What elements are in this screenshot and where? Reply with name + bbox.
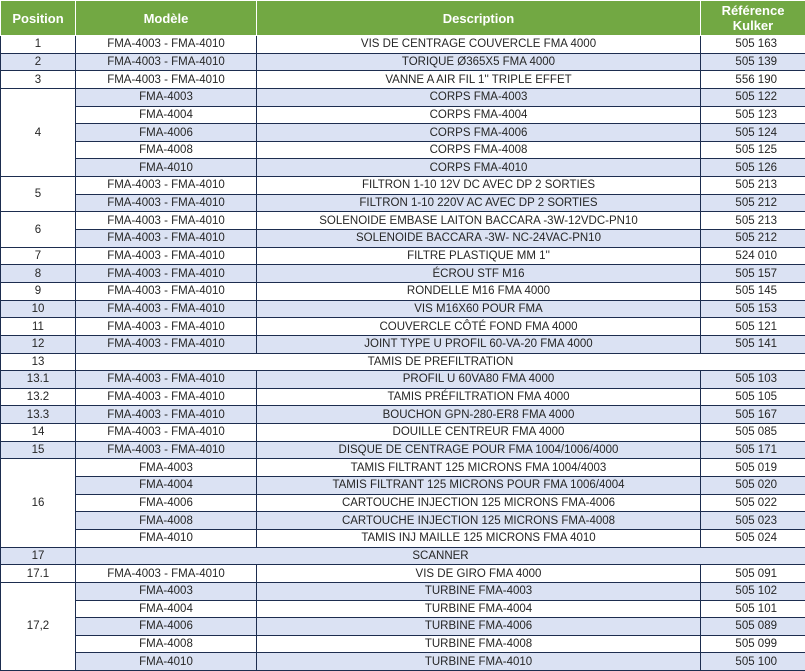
section-row [1, 547, 805, 565]
modele-cell: FMA-4003 - FMA-4010 [76, 441, 257, 459]
table-row [1, 177, 805, 195]
description-cell: JOINT TYPE U PROFIL 60-VA-20 FMA 4000 [257, 335, 701, 353]
description-cell: PROFIL U 60VA80 FMA 4000 [257, 371, 701, 389]
position-cell: 16 [1, 459, 76, 547]
modele-cell: FMA-4003 - FMA-4010 [76, 71, 257, 89]
table-row [1, 300, 805, 318]
modele-cell: FMA-4008 [76, 512, 257, 530]
description-cell: CORPS FMA-4010 [257, 159, 701, 177]
reference-cell: 505 099 [701, 635, 805, 653]
reference-cell: 505 089 [701, 618, 805, 636]
description-cell: VIS DE GIRO FMA 4000 [257, 565, 701, 583]
reference-cell: 556 190 [701, 71, 805, 89]
description-cell: TAMIS INJ MAILLE 125 MICRONS FMA 4010 [257, 529, 701, 547]
table-row [1, 88, 805, 106]
header-modele: Modèle [76, 1, 257, 36]
table-row [1, 318, 805, 336]
modele-cell: FMA-4003 - FMA-4010 [76, 282, 257, 300]
table-row [1, 265, 805, 283]
position-cell: 5 [1, 177, 76, 212]
description-cell: CORPS FMA-4004 [257, 106, 701, 124]
modele-cell: FMA-4003 - FMA-4010 [76, 265, 257, 283]
modele-cell: FMA-4010 [76, 529, 257, 547]
table-row [1, 477, 805, 495]
description-cell: TORIQUE Ø365X5 FMA 4000 [257, 53, 701, 71]
table-row [1, 512, 805, 530]
section-title-cell: TAMIS DE PREFILTRATION [76, 353, 805, 371]
reference-cell: 505 024 [701, 529, 805, 547]
reference-cell: 524 010 [701, 247, 805, 265]
table-row [1, 424, 805, 442]
description-cell: TURBINE FMA-4006 [257, 618, 701, 636]
description-cell: TURBINE FMA-4008 [257, 635, 701, 653]
description-cell: COUVERCLE CÔTÉ FOND FMA 4000 [257, 318, 701, 336]
table-row [1, 159, 805, 177]
modele-cell: FMA-4003 - FMA-4010 [76, 565, 257, 583]
table-header-row [1, 1, 805, 36]
reference-cell: 505 213 [701, 177, 805, 195]
modele-cell: FMA-4006 [76, 618, 257, 636]
header-description: Description [257, 1, 701, 36]
reference-cell: 505 085 [701, 424, 805, 442]
modele-cell: FMA-4008 [76, 141, 257, 159]
table-row [1, 459, 805, 477]
reference-cell: 505 101 [701, 600, 805, 618]
description-cell: SOLENOIDE EMBASE LAITON BACCARA -3W-12VDC-PN10 [257, 212, 701, 230]
description-cell: TURBINE FMA-4003 [257, 582, 701, 600]
table-row [1, 194, 805, 212]
modele-cell: FMA-4003 - FMA-4010 [76, 318, 257, 336]
modele-cell: FMA-4003 [76, 88, 257, 106]
modele-cell: FMA-4004 [76, 600, 257, 618]
table-row [1, 388, 805, 406]
table-row [1, 282, 805, 300]
description-cell: CORPS FMA-4003 [257, 88, 701, 106]
position-cell: 14 [1, 424, 76, 442]
modele-cell: FMA-4004 [76, 477, 257, 495]
reference-cell: 505 100 [701, 653, 805, 671]
header-reference-line1: Référence [721, 3, 785, 18]
modele-cell: FMA-4004 [76, 106, 257, 124]
table-row [1, 71, 805, 89]
reference-cell: 505 212 [701, 194, 805, 212]
position-cell: 17 [1, 547, 76, 565]
reference-cell: 505 145 [701, 282, 805, 300]
modele-cell: FMA-4006 [76, 124, 257, 142]
description-cell: CORPS FMA-4006 [257, 124, 701, 142]
description-cell: DOUILLE CENTREUR FMA 4000 [257, 424, 701, 442]
position-cell: 9 [1, 282, 76, 300]
position-cell: 8 [1, 265, 76, 283]
reference-cell: 505 019 [701, 459, 805, 477]
position-cell: 13 [1, 353, 76, 371]
description-cell: FILTRON 1-10 12V DC AVEC DP 2 SORTIES [257, 177, 701, 195]
reference-cell: 505 153 [701, 300, 805, 318]
table-row [1, 494, 805, 512]
table-row [1, 406, 805, 424]
description-cell: TAMIS PRÉFILTRATION FMA 4000 [257, 388, 701, 406]
table-row [1, 635, 805, 653]
position-cell: 17,2 [1, 582, 76, 670]
modele-cell: FMA-4003 - FMA-4010 [76, 230, 257, 248]
table-row [1, 441, 805, 459]
position-cell: 7 [1, 247, 76, 265]
modele-cell: FMA-4003 [76, 582, 257, 600]
table-row [1, 582, 805, 600]
modele-cell: FMA-4003 - FMA-4010 [76, 53, 257, 71]
position-cell: 10 [1, 300, 76, 318]
header-reference [701, 1, 805, 36]
modele-cell: FMA-4008 [76, 635, 257, 653]
description-cell: CARTOUCHE INJECTION 125 MICRONS FMA-4006 [257, 494, 701, 512]
reference-cell: 505 124 [701, 124, 805, 142]
description-cell: FILTRE PLASTIQUE MM 1'' [257, 247, 701, 265]
modele-cell: FMA-4003 - FMA-4010 [76, 36, 257, 54]
description-cell: VIS DE CENTRAGE COUVERCLE FMA 4000 [257, 36, 701, 54]
description-cell: FILTRON 1-10 220V AC AVEC DP 2 SORTIES [257, 194, 701, 212]
reference-cell: 505 163 [701, 36, 805, 54]
description-cell: SOLENOIDE BACCARA -3W- NC-24VAC-PN10 [257, 230, 701, 248]
modele-cell: FMA-4003 - FMA-4010 [76, 247, 257, 265]
table-row [1, 529, 805, 547]
table-row [1, 36, 805, 54]
reference-cell: 505 139 [701, 53, 805, 71]
position-cell: 12 [1, 335, 76, 353]
description-cell: VANNE A AIR FIL 1'' TRIPLE EFFET [257, 71, 701, 89]
reference-cell: 505 091 [701, 565, 805, 583]
table-row [1, 230, 805, 248]
reference-cell: 505 123 [701, 106, 805, 124]
modele-cell: FMA-4010 [76, 159, 257, 177]
description-cell: ÉCROU STF M16 [257, 265, 701, 283]
table-row [1, 600, 805, 618]
position-cell: 17.1 [1, 565, 76, 583]
position-cell: 13.3 [1, 406, 76, 424]
modele-cell: FMA-4003 - FMA-4010 [76, 177, 257, 195]
position-cell: 15 [1, 441, 76, 459]
reference-cell: 505 122 [701, 88, 805, 106]
table-row [1, 53, 805, 71]
description-cell: TAMIS FILTRANT 125 MICRONS POUR FMA 1006/4004 [257, 477, 701, 495]
modele-cell: FMA-4003 - FMA-4010 [76, 424, 257, 442]
modele-cell: FMA-4003 - FMA-4010 [76, 406, 257, 424]
modele-cell: FMA-4006 [76, 494, 257, 512]
modele-cell: FMA-4003 - FMA-4010 [76, 212, 257, 230]
description-cell: CARTOUCHE INJECTION 125 MICRONS FMA-4008 [257, 512, 701, 530]
table-body [1, 36, 805, 671]
header-position: Position [1, 1, 76, 36]
reference-cell: 505 212 [701, 230, 805, 248]
reference-cell: 505 023 [701, 512, 805, 530]
table-row [1, 212, 805, 230]
table-row [1, 335, 805, 353]
table-row [1, 141, 805, 159]
modele-cell: FMA-4003 - FMA-4010 [76, 300, 257, 318]
reference-cell: 505 171 [701, 441, 805, 459]
table-row [1, 106, 805, 124]
description-cell: VIS M16X60 POUR FMA [257, 300, 701, 318]
reference-cell: 505 103 [701, 371, 805, 389]
description-cell: BOUCHON GPN-280-ER8 FMA 4000 [257, 406, 701, 424]
table-row [1, 653, 805, 671]
position-cell: 2 [1, 53, 76, 71]
reference-cell: 505 167 [701, 406, 805, 424]
table-row [1, 371, 805, 389]
section-title-cell: SCANNER [76, 547, 805, 565]
reference-cell: 505 126 [701, 159, 805, 177]
position-cell: 11 [1, 318, 76, 336]
reference-cell: 505 141 [701, 335, 805, 353]
reference-cell: 505 020 [701, 477, 805, 495]
reference-cell: 505 125 [701, 141, 805, 159]
modele-cell: FMA-4003 - FMA-4010 [76, 335, 257, 353]
table-row [1, 124, 805, 142]
description-cell: TURBINE FMA-4010 [257, 653, 701, 671]
position-cell: 4 [1, 88, 76, 176]
table-row [1, 247, 805, 265]
reference-cell: 505 157 [701, 265, 805, 283]
modele-cell: FMA-4010 [76, 653, 257, 671]
table-row [1, 618, 805, 636]
section-row [1, 353, 805, 371]
modele-cell: FMA-4003 - FMA-4010 [76, 371, 257, 389]
table-row [1, 565, 805, 583]
description-cell: RONDELLE M16 FMA 4000 [257, 282, 701, 300]
reference-cell: 505 121 [701, 318, 805, 336]
reference-cell: 505 213 [701, 212, 805, 230]
modele-cell: FMA-4003 - FMA-4010 [76, 388, 257, 406]
reference-cell: 505 105 [701, 388, 805, 406]
description-cell: TAMIS FILTRANT 125 MICRONS FMA 1004/4003 [257, 459, 701, 477]
position-cell: 1 [1, 36, 76, 54]
description-cell: DISQUE DE CENTRAGE POUR FMA 1004/1006/4000 [257, 441, 701, 459]
position-cell: 3 [1, 71, 76, 89]
position-cell: 6 [1, 212, 76, 247]
description-cell: TURBINE FMA-4004 [257, 600, 701, 618]
reference-cell: 505 102 [701, 582, 805, 600]
reference-cell: 505 022 [701, 494, 805, 512]
modele-cell: FMA-4003 - FMA-4010 [76, 194, 257, 212]
position-cell: 13.2 [1, 388, 76, 406]
header-reference-line2: Kulker [732, 18, 774, 33]
modele-cell: FMA-4003 [76, 459, 257, 477]
description-cell: CORPS FMA-4008 [257, 141, 701, 159]
position-cell: 13.1 [1, 371, 76, 389]
